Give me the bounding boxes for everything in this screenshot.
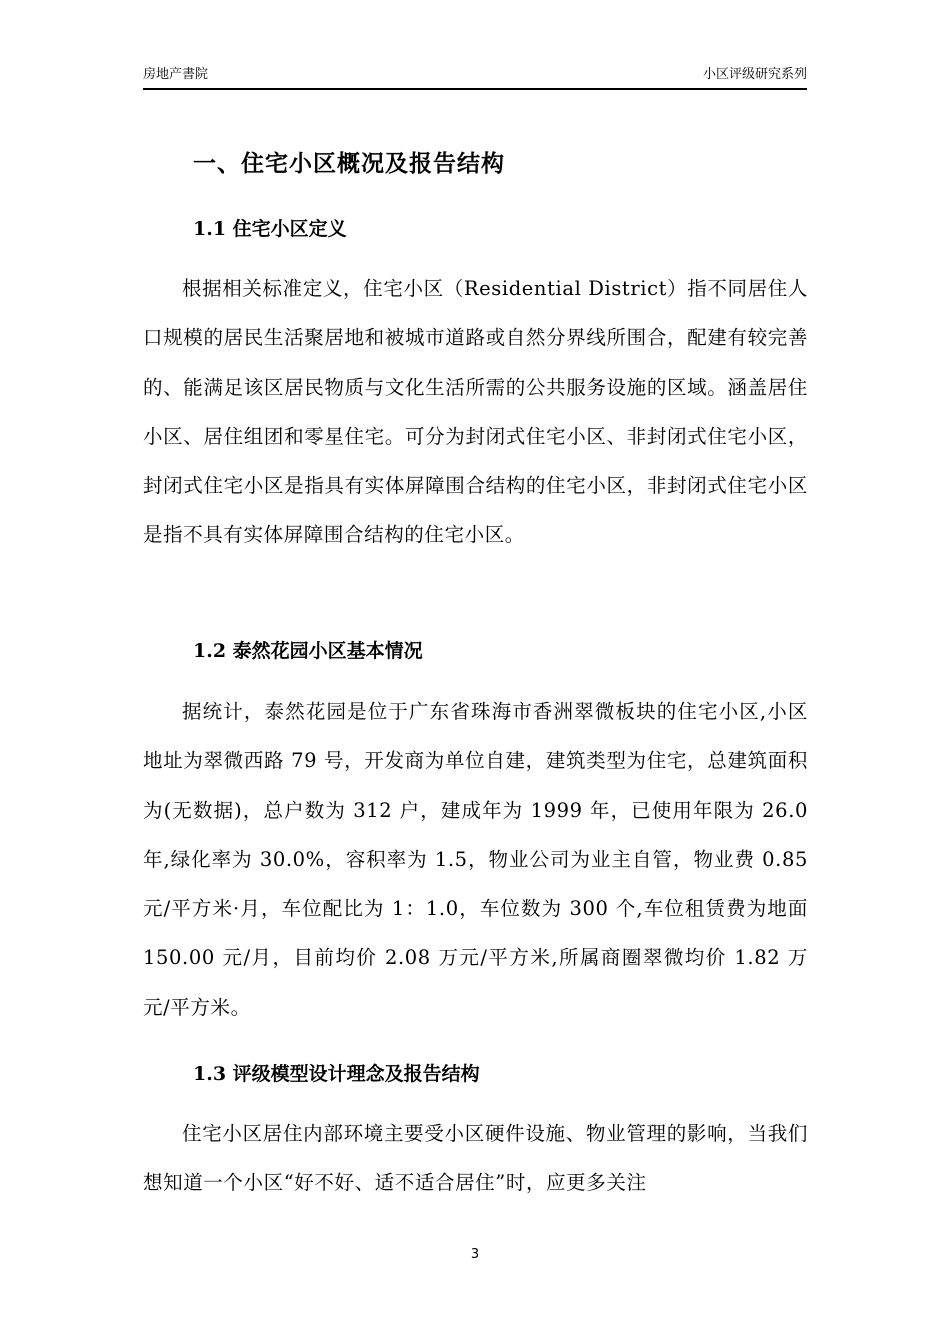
section-paragraph-1-2: 据统计，泰然花园是位于广东省珠海市香洲翠微板块的住宅小区,小区地址为翠微西路 79 号，开发商为单位自建，建筑类型为住宅，总建筑面积为(无数据)，总户数为 312 户，建成年为 1999 年，已使用年限为 26.0 年,绿化率为 30.0%，容积率为 1.5，物业公司为业主自管，物业费 0.85 元/平方米·月，车位配比为 1：1.0，车位数为 300 个,车位租赁费为地面 150.00 元/月，目前均价 2.08 万元/平方米,所属商圈翠微均价 1.82 万元/平方米。	[143, 700, 808, 1019]
page-number: 3	[470, 1247, 480, 1262]
page-header	[143, 64, 807, 90]
header-publisher: 房地产書院	[143, 67, 209, 82]
section-paragraph-1-1: 根据相关标准定义，住宅小区（Residential District）指不同居住人口规模的居民生活聚居地和被城市道路或自然分界线所围合，配建有较完善的、能满足该区居民物质与文化生活所需的公共服务设施的区域。涵盖居住小区、居住组团和零星住宅。可分为封闭式住宅小区、非封闭式住宅小区，封闭式住宅小区是指具有实体屏障围合结构的住宅小区，非封闭式住宅小区是指不具有实体屏障围合结构的住宅小区。	[143, 277, 808, 547]
section-paragraph-1-3: 住宅小区居住内部环境主要受小区硬件设施、物业管理的影响，当我们想知道一个小区“好不好、适不适合居住”时，应更多关注	[143, 1122, 808, 1195]
chapter-title: 一、住宅小区概况及报告结构	[193, 150, 505, 177]
header-series-title: 小区评级研究系列	[702, 67, 807, 82]
section-heading-1-3: 1.3 评级模型设计理念及报告结构	[193, 1063, 480, 1085]
section-heading-1-1: 1.1 住宅小区定义	[193, 218, 347, 240]
section-heading-1-2: 1.2 泰然花园小区基本情况	[193, 640, 423, 662]
